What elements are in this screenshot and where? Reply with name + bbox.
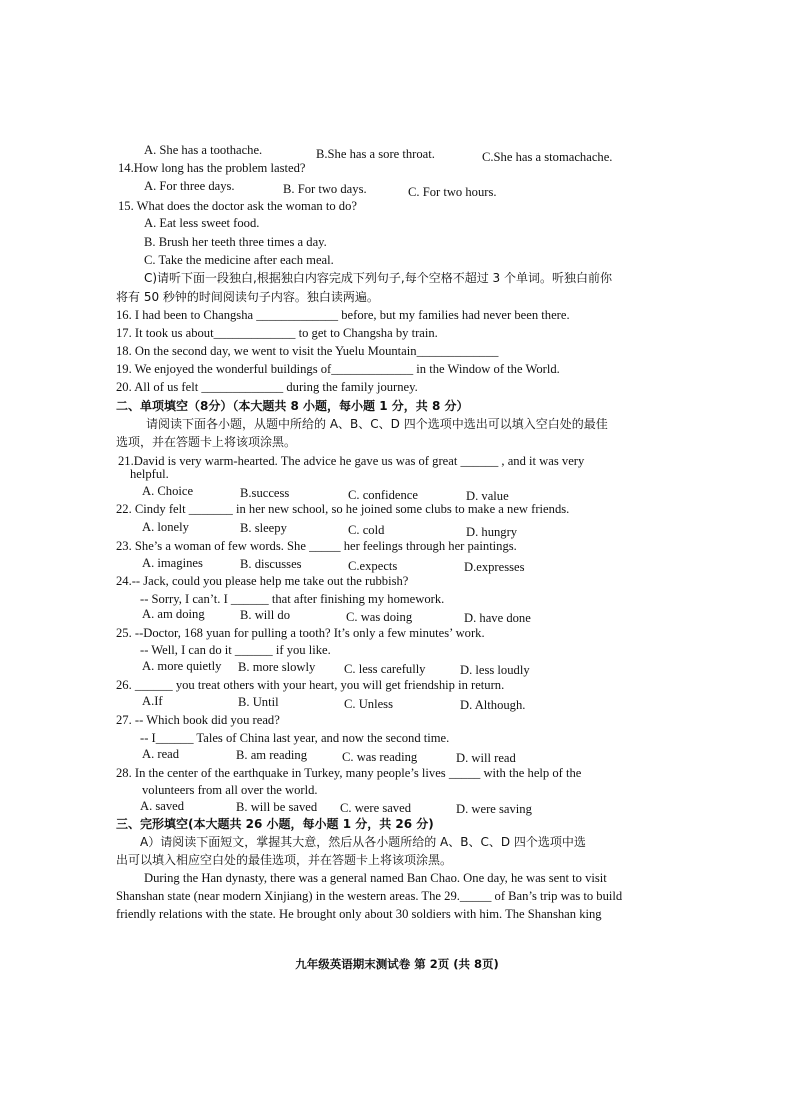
q17: 17. It took us about_____________ to get to Changsha by train. (116, 326, 438, 340)
q24-stem: 24.-- Jack, could you please help me take out the rubbish? (116, 574, 409, 588)
passage-line-1: During the Han dynasty, there was a general named Ban Chao. One day, he was sent to visit (144, 871, 607, 885)
q26-option-c: C. Unless (344, 697, 393, 711)
section3-instruction-line1: A）请阅读下面短文，掌握其大意，然后从各小题所给的 A、B、C、D 四个选项中选 (140, 835, 586, 849)
q22-stem: 22. Cindy felt _______ in her new school, so he joined some clubs to make a new friends. (116, 502, 570, 516)
passage-line-2: Shanshan state (near modern Xinjiang) in the western areas. The 29._____ of Ban’s trip was to build (116, 889, 623, 903)
q24-option-a: A. am doing (142, 607, 205, 621)
q21-option-a: A. Choice (142, 484, 194, 498)
q15-option-b: B. Brush her teeth three times a day. (144, 235, 327, 249)
q26-option-b: B. Until (238, 695, 279, 709)
q22-option-a: A. lonely (142, 520, 189, 534)
q25-option-a: A. more quietly (142, 659, 222, 673)
q24-option-c: C. was doing (346, 610, 413, 624)
q22-option-b: B. sleepy (240, 521, 287, 535)
passage-line-3: friendly relations with the state. He brought only about 30 soldiers with him. The Shanshan king (116, 907, 602, 921)
q27-option-b: B. am reading (236, 748, 307, 762)
q23-option-d: D.expresses (464, 560, 525, 574)
q14-stem: 14.How long has the problem lasted? (118, 161, 306, 175)
q24-option-d: D. have done (464, 611, 531, 625)
q23-option-a: A. imagines (142, 556, 203, 570)
q22-option-c: C. cold (348, 523, 385, 537)
q20: 20. All of us felt _____________ during the family journey. (116, 380, 418, 394)
q27-option-c: C. was reading (342, 750, 418, 764)
q13-option-a: A. She has a toothache. (144, 143, 263, 157)
q24-stem-reply: -- Sorry, I can’t. I ______ that after finishing my homework. (140, 592, 445, 606)
q28-option-b: B. will be saved (236, 800, 318, 814)
q28-stem-cont: volunteers from all over the world. (142, 783, 318, 797)
q13-option-b: B.She has a sore throat. (316, 147, 435, 161)
q28-option-d: D. were saving (456, 802, 532, 816)
q27-option-a: A. read (142, 747, 180, 761)
q21-option-d: D. value (466, 489, 509, 503)
section2-instruction-line1: 请阅读下面各小题，从题中所给的 A、B、C、D 四个选项中选出可以填入空白处的最佳 (146, 417, 608, 431)
q26-option-a: A.If (142, 694, 163, 708)
section2-title: 二、单项填空（8分）（本大题共 8 小题，每小题 1 分，共 8 分） (116, 399, 469, 413)
q25-option-d: D. less loudly (460, 663, 530, 677)
q26-option-d: D. Although. (460, 698, 526, 712)
q24-option-b: B. will do (240, 608, 291, 622)
q27-stem: 27. -- Which book did you read? (116, 713, 280, 727)
q28-stem: 28. In the center of the earthquake in Turkey, many people’s lives _____ with the help of the (116, 766, 582, 780)
q28-option-a: A. saved (140, 799, 185, 813)
q23-stem: 23. She’s a woman of few words. She _____ her feelings through her paintings. (116, 539, 517, 553)
q25-stem-reply: -- Well, I can do it ______ if you like. (140, 643, 331, 657)
q27-option-d: D. will read (456, 751, 516, 765)
q14-option-c: C. For two hours. (408, 185, 497, 199)
q27-stem-reply: -- I______ Tales of China last year, and now the second time. (140, 731, 450, 745)
q18: 18. On the second day, we went to visit the Yuelu Mountain_____________ (116, 344, 499, 358)
q14-option-b: B. For two days. (283, 182, 367, 196)
q15-option-a: A. Eat less sweet food. (144, 216, 260, 230)
q22-option-d: D. hungry (466, 525, 518, 539)
q23-option-c: C.expects (348, 559, 398, 573)
q16: 16. I had been to Changsha _____________ before, but my families had never been there. (116, 308, 570, 322)
page-footer: 九年级英语期末测试卷 第 2页 (共 8页) (295, 957, 499, 971)
q25-option-b: B. more slowly (238, 660, 316, 674)
q23-option-b: B. discusses (240, 557, 302, 571)
q21-stem-cont: helpful. (130, 467, 169, 481)
q15-stem: 15. What does the doctor ask the woman to do? (118, 199, 357, 213)
part-c-instruction-line2: 将有 50 秒钟的时间阅读句子内容。独白读两遍。 (116, 290, 379, 304)
q13-option-c: C.She has a stomachache. (482, 150, 613, 164)
q26-stem: 26. ______ you treat others with your heart, you will get friendship in return. (116, 678, 505, 692)
q28-option-c: C. were saved (340, 801, 411, 815)
q21-stem: 21.David is very warm-hearted. The advice he gave us was of great ______ , and it was very (118, 454, 585, 468)
q14-option-a: A. For three days. (144, 179, 235, 193)
q25-option-c: C. less carefully (344, 662, 426, 676)
q19: 19. We enjoyed the wonderful buildings of_____________ in the Window of the World. (116, 362, 560, 376)
section3-title: 三、完形填空(本大题共 26 小题，每小题 1 分，共 26 分) (116, 817, 434, 831)
q21-option-c: C. confidence (348, 488, 418, 502)
section3-instruction-line2: 出可以填入相应空白处的最佳选项，并在答题卡上将该项涂黑。 (116, 853, 453, 867)
q15-option-c: C. Take the medicine after each meal. (144, 253, 334, 267)
q25-stem: 25. --Doctor, 168 yuan for pulling a tooth? It’s only a few minutes’ work. (116, 626, 485, 640)
section2-instruction-line2: 选项，并在答题卡上将该项涂黑。 (116, 435, 297, 449)
q21-option-b: B.success (240, 486, 290, 500)
part-c-instruction-line1: C)请听下面一段独白,根据独白内容完成下列句子,每个空格不超过 3 个单词。听独白前你 (144, 271, 612, 285)
